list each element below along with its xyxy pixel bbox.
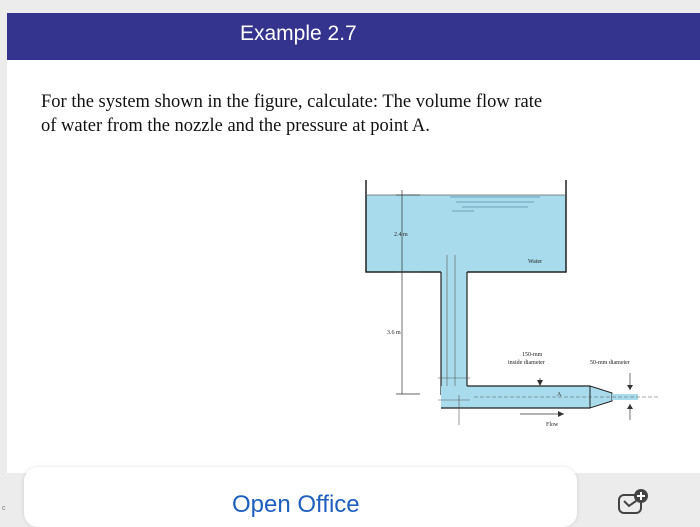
flow-arrow: [558, 411, 564, 417]
side-mark: c: [2, 505, 6, 512]
problem-line-2: of water from the nozzle and the pressure at point A.: [41, 116, 430, 136]
flow-label: Flow: [546, 422, 559, 428]
height-top-label: 2.4 m: [394, 232, 408, 238]
problem-line-1: For the system shown in the figure, calculate: The volume flow rate: [41, 92, 543, 112]
height-bottom-label: 3.6 m: [387, 330, 401, 336]
bottom-card: [24, 467, 577, 527]
nozzle-label: 50-mm diameter: [590, 360, 630, 366]
water-label: Water: [528, 259, 543, 265]
point-label: A: [557, 392, 562, 398]
slide-title: Example 2.7: [240, 22, 357, 45]
pipe-label-line-2: inside diameter: [508, 360, 545, 366]
add-to-collection-icon[interactable]: [617, 488, 649, 518]
pipe-label-line-1: 150-mm: [522, 352, 543, 358]
open-office-link[interactable]: Open Office: [232, 491, 360, 518]
